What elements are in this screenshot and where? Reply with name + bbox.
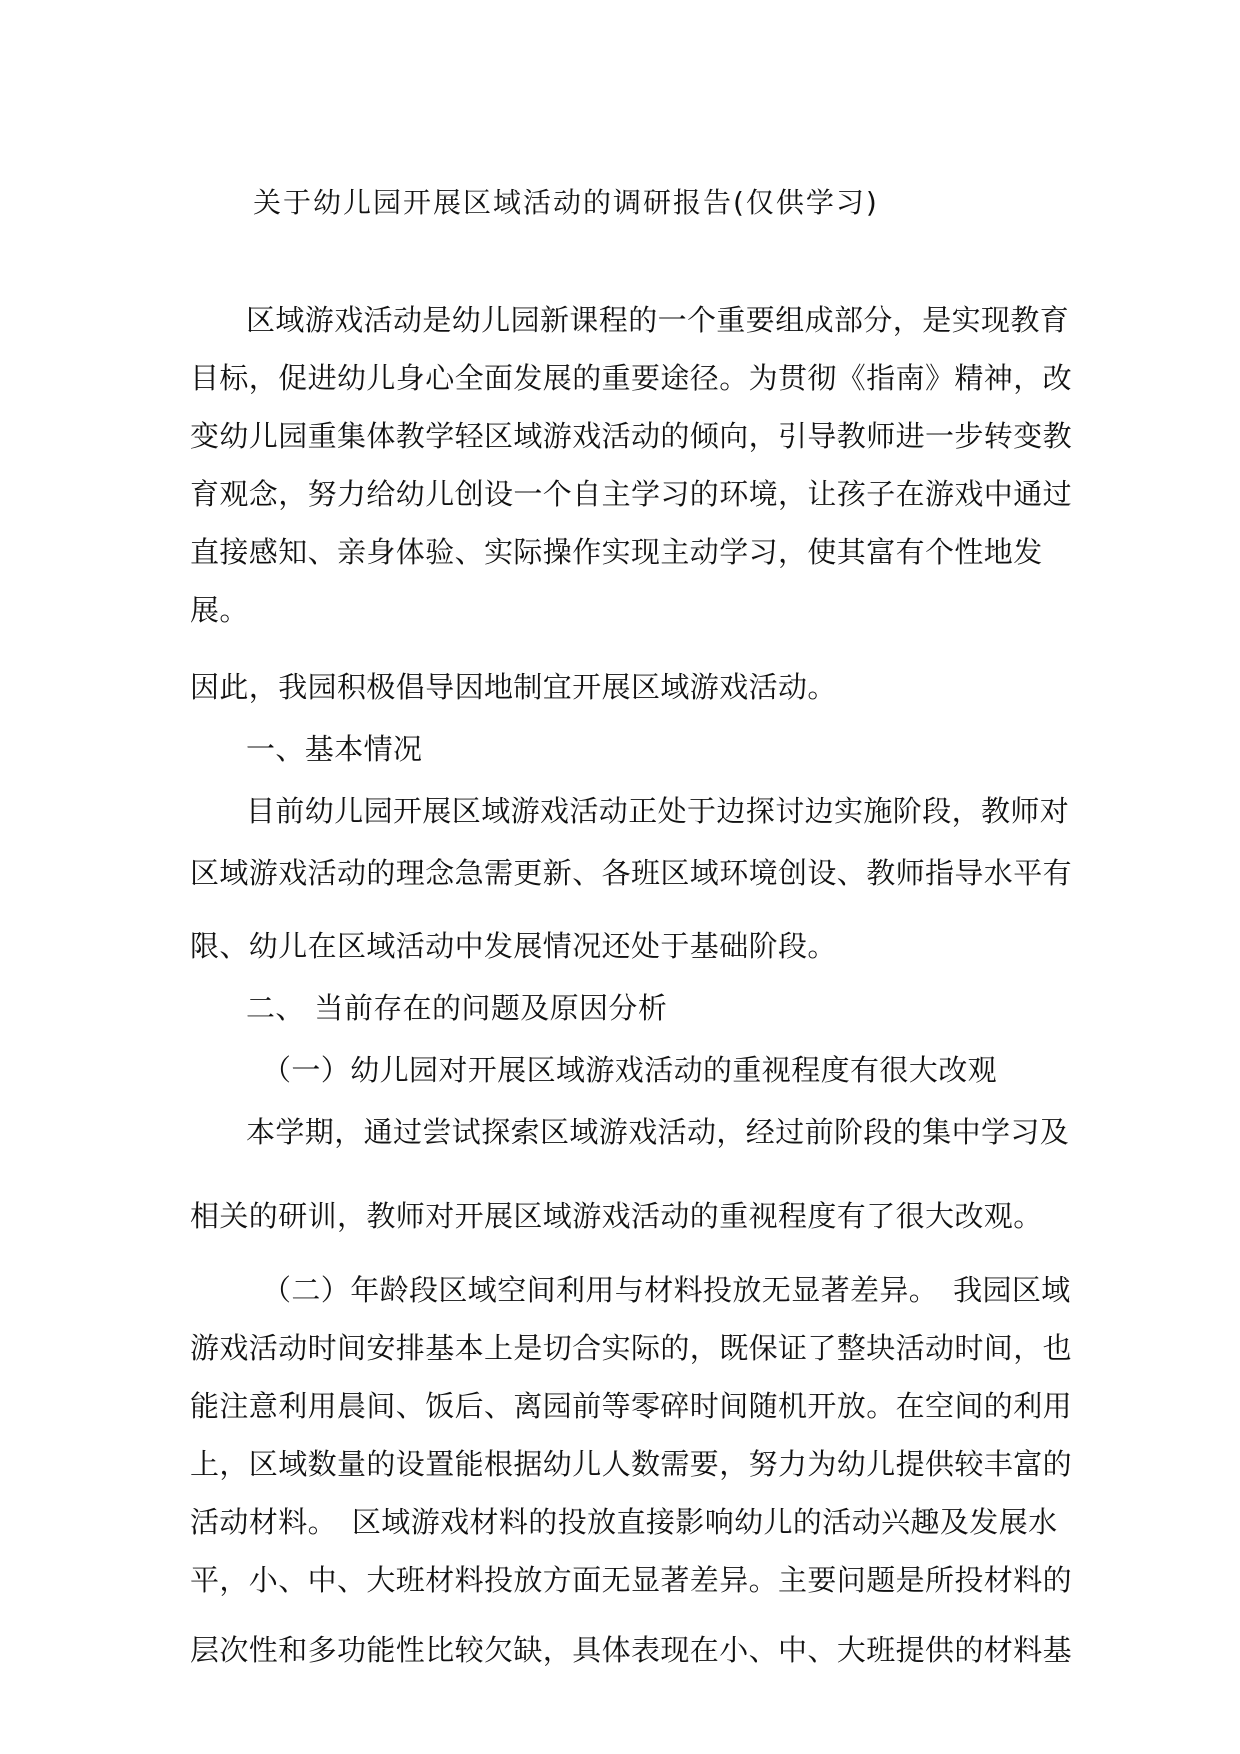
- paragraph-line: 层次性和多功能性比较欠缺，具体表现在小、中、大班提供的材料基: [190, 1633, 1073, 1667]
- paragraph-line: 本学期，通过尝试探索区域游戏活动，经过前阶段的集中学习及: [246, 1115, 1070, 1149]
- paragraph-line: 因此，我园积极倡导因地制宜开展区域游戏活动。: [190, 670, 837, 704]
- paragraph-line: 活动材料。 区域游戏材料的投放直接影响幼儿的活动兴趣及发展水: [190, 1505, 1058, 1539]
- paragraph-line: 限、幼儿在区域活动中发展情况还处于基础阶段。: [190, 929, 837, 963]
- paragraph-line: 区域游戏活动的理念急需更新、各班区域环境创设、教师指导水平有: [190, 856, 1073, 890]
- subsection-heading: （一）幼儿园对开展区域游戏活动的重视程度有很大改观: [262, 1053, 998, 1087]
- paragraph-line: 平，小、中、大班材料投放方面无显著差异。主要问题是所投材料的: [190, 1563, 1073, 1597]
- paragraph-line: 目前幼儿园开展区域游戏活动正处于边探讨边实施阶段，教师对: [246, 794, 1070, 828]
- paragraph-line: （二）年龄段区域空间利用与材料投放无显著差异。 我园区域: [262, 1273, 1071, 1307]
- paragraph-line: 育观念，努力给幼儿创设一个自主学习的环境，让孩子在游戏中通过: [190, 477, 1073, 511]
- section-heading: 二、 当前存在的问题及原因分析: [246, 991, 668, 1025]
- document-title: 关于幼儿园开展区域活动的调研报告(仅供学习): [253, 186, 879, 219]
- paragraph-line: 能注意利用晨间、饭后、离园前等零碎时间随机开放。在空间的利用: [190, 1389, 1073, 1423]
- paragraph-line: 相关的研训，教师对开展区域游戏活动的重视程度有了很大改观。: [190, 1199, 1043, 1233]
- paragraph-line: 变幼儿园重集体教学轻区域游戏活动的倾向，引导教师进一步转变教: [190, 419, 1073, 453]
- section-heading: 一、基本情况: [246, 732, 423, 766]
- paragraph-line: 上，区域数量的设置能根据幼儿人数需要，努力为幼儿提供较丰富的: [190, 1447, 1073, 1481]
- paragraph-line: 展。: [190, 593, 249, 627]
- paragraph-line: 目标，促进幼儿身心全面发展的重要途径。为贯彻《指南》精神，改: [190, 361, 1073, 395]
- paragraph-line: 区域游戏活动是幼儿园新课程的一个重要组成部分，是实现教育: [246, 303, 1070, 337]
- paragraph-line: 游戏活动时间安排基本上是切合实际的，既保证了整块活动时间，也: [190, 1331, 1073, 1365]
- paragraph-line: 直接感知、亲身体验、实际操作实现主动学习，使其富有个性地发: [190, 535, 1043, 569]
